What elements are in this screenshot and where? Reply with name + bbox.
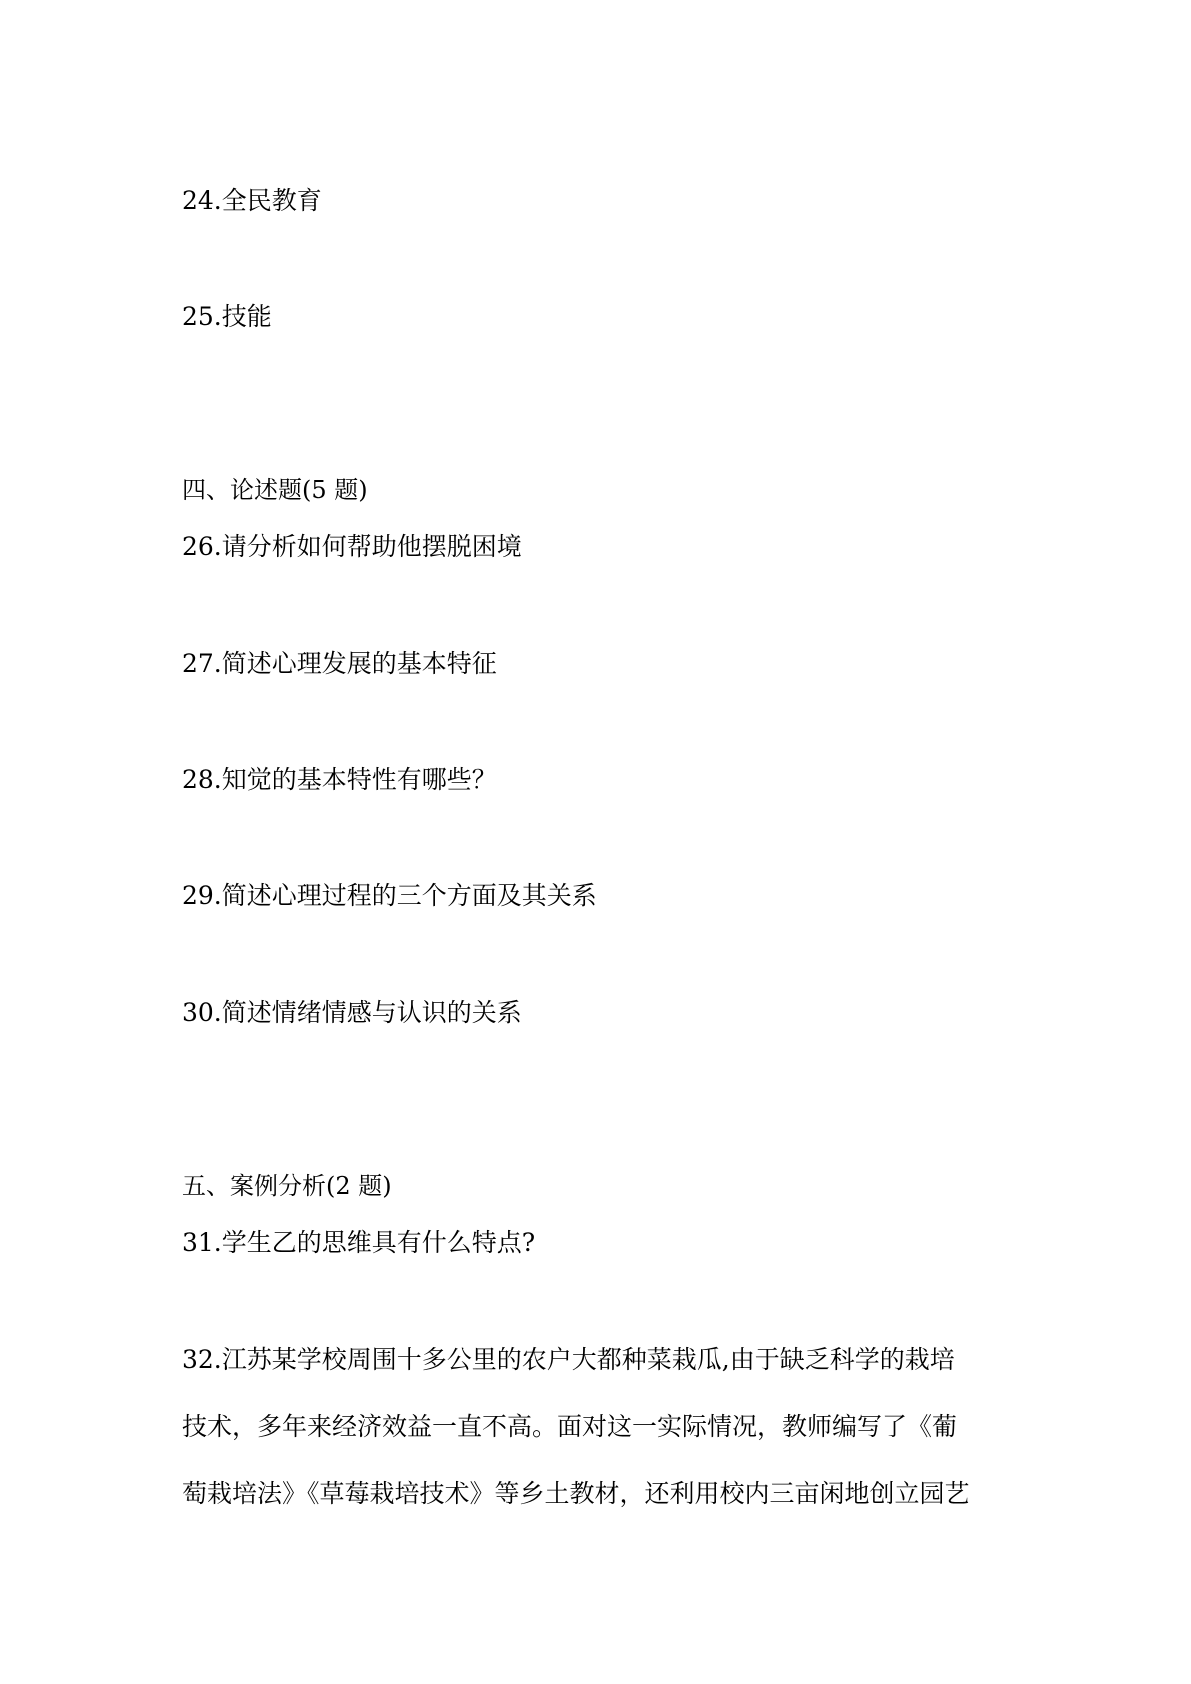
question-25: 25.技能 <box>182 302 272 331</box>
section-title-essay: 四、论述题(5 题) <box>182 476 368 504</box>
question-24: 24.全民教育 <box>182 186 322 215</box>
question-32-line-3: 萄栽培法》《草莓栽培技术》等乡土教材，还利用校内三亩闲地创立园艺 <box>182 1479 970 1508</box>
question-32-line-1: 32.江苏某学校周围十多公里的农户大都种菜栽瓜,由于缺乏科学的栽培 <box>182 1345 955 1374</box>
question-31: 31.学生乙的思维具有什么特点? <box>182 1228 536 1257</box>
question-28: 28.知觉的基本特性有哪些？ <box>182 765 497 794</box>
question-30: 30.简述情绪情感与认识的关系 <box>182 998 522 1027</box>
question-27: 27.简述心理发展的基本特征 <box>182 649 497 678</box>
question-26: 26.请分析如何帮助他摆脱困境 <box>182 532 522 561</box>
question-32-line-2: 技术，多年来经济效益一直不高。面对这一实际情况，教师编写了《葡 <box>182 1412 958 1441</box>
question-29: 29.简述心理过程的三个方面及其关系 <box>182 881 597 910</box>
section-title-case-analysis: 五、案例分析(2 题) <box>182 1172 392 1200</box>
